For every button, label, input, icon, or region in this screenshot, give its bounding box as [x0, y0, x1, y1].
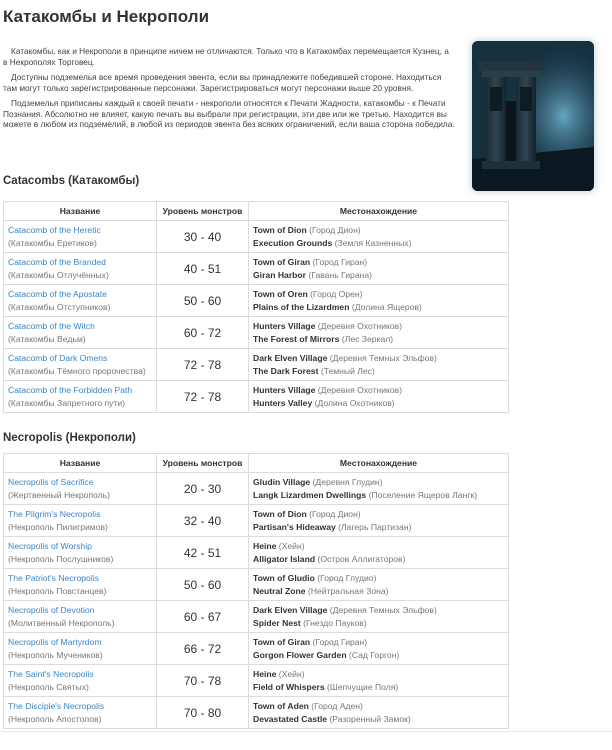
dungeon-name-cell	[4, 221, 157, 253]
location-cell	[249, 537, 509, 569]
dungeon-name-ru: (Некрополь Послушников)	[8, 553, 114, 564]
location-town-ru: (Город Орен)	[310, 289, 363, 299]
location-town: Town of Giran	[253, 257, 311, 267]
monster-level: 70 - 80	[157, 697, 249, 729]
dungeon-link[interactable]: The Disciple's Necropolis	[8, 701, 105, 711]
dungeon-link[interactable]: Catacomb of the Heretic	[8, 225, 101, 235]
location-town-ru: (Город Дион)	[309, 509, 361, 519]
location-line	[253, 288, 504, 301]
location-area: Langk Lizardmen Dwellings	[253, 489, 367, 500]
monster-level: 72 - 78	[157, 381, 249, 413]
necropolis-section-title: Necropolis (Некрополи)	[3, 432, 136, 444]
dungeon-link[interactable]: Catacomb of the Witch	[8, 321, 95, 331]
location-area: Plains of the Lizardmen	[253, 301, 350, 312]
location-town: Hunters Village	[253, 321, 316, 331]
dungeon-link[interactable]: Catacomb of Dark Omens	[8, 353, 108, 363]
location-town: Heine	[253, 669, 277, 679]
location-line	[253, 384, 504, 397]
dungeon-link[interactable]: The Patriot's Necropolis	[8, 573, 99, 583]
location-line	[253, 521, 504, 534]
location-area-ru: (Долина Ящеров)	[351, 301, 422, 312]
location-area: Neutral Zone	[253, 585, 306, 596]
location-cell	[249, 381, 509, 413]
dungeon-name-ru: (Некрополь Апостолов)	[8, 713, 102, 724]
monster-level: 32 - 40	[157, 505, 249, 537]
location-line	[253, 713, 504, 726]
dungeon-name-ru: (Катакомбы Еретиков)	[8, 237, 97, 248]
location-line	[253, 636, 504, 649]
location-town-ru: (Деревня Глудин)	[312, 477, 383, 487]
dungeon-name-ru: (Катакомбы Тёмного пророчества)	[8, 365, 146, 376]
location-line	[253, 237, 504, 250]
table-header-row	[4, 454, 509, 473]
monster-level: 30 - 40	[157, 221, 249, 253]
table-row	[4, 601, 509, 633]
location-area-ru: (Поселение Ящеров Лангк)	[368, 489, 478, 500]
location-town-ru: (Город Гиран)	[312, 257, 368, 267]
monster-level: 42 - 51	[157, 537, 249, 569]
dungeon-link[interactable]: Necropolis of Worship	[8, 541, 92, 551]
location-area: Alligator Island	[253, 553, 316, 564]
dungeon-name-ru: (Катакомбы Отлучённых)	[8, 269, 109, 280]
dungeon-name-cell	[4, 633, 157, 665]
location-town: Dark Elven Village	[253, 605, 328, 615]
location-cell	[249, 633, 509, 665]
location-cell	[249, 569, 509, 601]
dungeon-name-cell	[4, 505, 157, 537]
location-area-ru: (Сад Горгон)	[348, 649, 400, 660]
location-area: Field of Whispers	[253, 681, 325, 692]
dungeon-name-cell	[4, 473, 157, 505]
location-town: Town of Gludio	[253, 573, 315, 583]
location-town-ru: (Город Аден)	[311, 701, 363, 711]
location-town: Town of Giran	[253, 637, 311, 647]
location-cell	[249, 253, 509, 285]
location-area: Hunters Valley	[253, 397, 313, 408]
location-cell	[249, 601, 509, 633]
monster-level: 60 - 72	[157, 317, 249, 349]
dungeon-name-cell	[4, 349, 157, 381]
location-town-ru: (Деревня Темных Эльфов)	[329, 605, 437, 615]
location-cell	[249, 317, 509, 349]
column-header-level: Уровень монстров	[157, 202, 249, 221]
monster-level: 66 - 72	[157, 633, 249, 665]
location-cell	[249, 505, 509, 537]
location-line	[253, 320, 504, 333]
table-row	[4, 253, 509, 285]
monster-level: 40 - 51	[157, 253, 249, 285]
dungeon-name-cell	[4, 285, 157, 317]
location-area: The Dark Forest	[253, 365, 319, 376]
location-area: Execution Grounds	[253, 237, 333, 248]
monster-level: 20 - 30	[157, 473, 249, 505]
location-cell	[249, 697, 509, 729]
location-town-ru: (Город Гиран)	[312, 637, 368, 647]
location-area-ru: (Гнездо Пауков)	[303, 617, 367, 628]
location-town-ru: (Деревня Охотников)	[317, 385, 403, 395]
dungeon-name-cell	[4, 569, 157, 601]
dungeon-name-ru: (Жертвенный Некрополь)	[8, 489, 111, 500]
dungeon-name-cell	[4, 537, 157, 569]
location-area-ru: (Разоренный Замок)	[329, 713, 411, 724]
location-town: Hunters Village	[253, 385, 316, 395]
location-line	[253, 397, 504, 410]
table-row	[4, 665, 509, 697]
location-line	[253, 301, 504, 314]
table-row	[4, 473, 509, 505]
page-divider	[0, 731, 612, 732]
dungeon-link[interactable]: Necropolis of Sacrifice	[8, 477, 94, 487]
location-town: Gludin Village	[253, 477, 311, 487]
dungeon-link[interactable]: The Saint's Necropolis	[8, 669, 94, 679]
monster-level: 70 - 78	[157, 665, 249, 697]
dungeon-name-cell	[4, 253, 157, 285]
dungeon-name-cell	[4, 601, 157, 633]
location-town-ru: (Город Дион)	[309, 225, 361, 235]
table-row	[4, 633, 509, 665]
dungeon-name-ru: (Катакомбы Запретного пути)	[8, 397, 126, 408]
intro-paragraph: Катакомбы, как и Некрополи в принципе ничем не отличаются. Только что в Катакомбах перемещается Кузнец, а в Некрополях Торговец.	[3, 46, 449, 67]
location-area-ru: (Земля Казненных)	[334, 237, 412, 248]
table-header-row	[4, 202, 509, 221]
location-area-ru: (Гавань Гирана)	[308, 269, 372, 280]
location-area-ru: (Остров Аллигаторов)	[317, 553, 406, 564]
column-header-location: Местонахождение	[249, 202, 509, 221]
dungeon-link[interactable]: Necropolis of Martyrdom	[8, 637, 102, 647]
location-town: Town of Dion	[253, 509, 307, 519]
location-area-ru: (Долина Охотников)	[314, 397, 395, 408]
location-line	[253, 649, 504, 662]
dungeon-name-cell	[4, 697, 157, 729]
dungeon-name-cell	[4, 665, 157, 697]
location-line	[253, 668, 504, 681]
table-row	[4, 697, 509, 729]
location-area: The Forest of Mirrors	[253, 333, 340, 344]
table-row	[4, 285, 509, 317]
location-area-ru: (Шепчущие Поля)	[327, 681, 399, 692]
catacombs-table-body	[4, 221, 509, 413]
intro-paragraph: Подземелья приписаны каждый к своей печати - некрополи относятся к Печати Жадности, катакомбы - к Печати Познания. Абсолютно не влияет, какую печать вы выбрали при регистрации, эти две или же третью. Находится вы можете в любом из подземелий, в любой из периодов эвента без всяких ограничений, если ваша сторона победила.	[3, 98, 455, 129]
location-line	[253, 553, 504, 566]
monster-level: 60 - 67	[157, 601, 249, 633]
location-town-ru: (Деревня Охотников)	[317, 321, 403, 331]
page-title: Катакомбы и Некрополи	[3, 7, 210, 26]
location-town: Town of Aden	[253, 701, 309, 711]
location-cell	[249, 221, 509, 253]
location-line	[253, 476, 504, 489]
location-town-ru: (Хейн)	[278, 541, 305, 551]
dungeon-link[interactable]: Necropolis of Devotion	[8, 605, 95, 615]
location-line	[253, 540, 504, 553]
location-line	[253, 489, 504, 502]
dungeon-name-ru: (Некрополь Повстанцев)	[8, 585, 107, 596]
location-line	[253, 269, 504, 282]
monster-level: 50 - 60	[157, 569, 249, 601]
intro-paragraph: Доступны подземелья все время проведения эвента, если вы принадлежите победившей стороне. Находиться там могут только зарегистрированные персонажи. Зарегистрироваться могут персонажи выше 20 уровня.	[3, 72, 442, 93]
location-line	[253, 572, 504, 585]
location-town-ru: (Хейн)	[278, 669, 305, 679]
column-header-name: Название	[4, 202, 157, 221]
column-header-name: Название	[4, 454, 157, 473]
location-area-ru: (Нейтральная Зона)	[307, 585, 389, 596]
catacombs-section-title: Catacombs (Катакомбы)	[3, 175, 140, 187]
necropolis-entrance-illustration	[472, 41, 594, 191]
location-area-ru: (Лес Зеркал)	[341, 333, 394, 344]
dungeon-name-cell	[4, 317, 157, 349]
location-line	[253, 224, 504, 237]
dungeon-name-ru: (Некрополь Мучеников)	[8, 649, 103, 660]
column-header-level: Уровень монстров	[157, 454, 249, 473]
location-line	[253, 508, 504, 521]
location-line	[253, 256, 504, 269]
dungeon-name-ru: (Некрополь Пилигримов)	[8, 521, 108, 532]
necropolis-entrance-image	[472, 41, 594, 191]
location-town: Dark Elven Village	[253, 353, 328, 363]
column-header-location: Местонахождение	[249, 454, 509, 473]
location-town: Town of Oren	[253, 289, 308, 299]
intro-text	[3, 46, 455, 135]
necropolis-table	[3, 453, 509, 729]
location-area: Devastated Castle	[253, 713, 328, 724]
dungeon-link[interactable]: Catacomb of the Branded	[8, 257, 106, 267]
table-row	[4, 317, 509, 349]
necropolis-table-body	[4, 473, 509, 729]
table-row	[4, 505, 509, 537]
table-row	[4, 537, 509, 569]
table-row	[4, 349, 509, 381]
table-row	[4, 569, 509, 601]
monster-level: 72 - 78	[157, 349, 249, 381]
location-town: Town of Dion	[253, 225, 307, 235]
table-row	[4, 381, 509, 413]
location-cell	[249, 473, 509, 505]
dungeon-name-ru: (Некрополь Святых)	[8, 681, 89, 692]
location-area: Spider Nest	[253, 617, 301, 628]
location-cell	[249, 285, 509, 317]
dungeon-link[interactable]: Catacomb of the Forbidden Path	[8, 385, 133, 395]
location-area-ru: (Лагерь Партизан)	[338, 521, 412, 532]
location-cell	[249, 665, 509, 697]
location-line	[253, 365, 504, 378]
location-line	[253, 604, 504, 617]
location-area: Partisan's Hideaway	[253, 521, 336, 532]
location-line	[253, 617, 504, 630]
location-town: Heine	[253, 541, 277, 551]
location-line	[253, 700, 504, 713]
table-row	[4, 221, 509, 253]
dungeon-name-ru: (Молитвенный Некрополь)	[8, 617, 115, 628]
location-line	[253, 585, 504, 598]
location-area: Giran Harbor	[253, 269, 307, 280]
dungeon-name-ru: (Катакомбы Ведьм)	[8, 333, 86, 344]
catacombs-table	[3, 201, 509, 413]
location-town-ru: (Деревня Темных Эльфов)	[329, 353, 437, 363]
location-area-ru: (Темный Лес)	[320, 365, 375, 376]
location-line	[253, 681, 504, 694]
location-area: Gorgon Flower Garden	[253, 649, 347, 660]
location-town-ru: (Город Глудио)	[317, 573, 377, 583]
location-cell	[249, 349, 509, 381]
dungeon-name-cell	[4, 381, 157, 413]
dungeon-name-ru: (Катакомбы Отступников)	[8, 301, 111, 312]
location-line	[253, 352, 504, 365]
dungeon-link[interactable]: Catacomb of the Apostate	[8, 289, 107, 299]
location-line	[253, 333, 504, 346]
dungeon-link[interactable]: The Pilgrim's Necropolis	[8, 509, 101, 519]
monster-level: 50 - 60	[157, 285, 249, 317]
